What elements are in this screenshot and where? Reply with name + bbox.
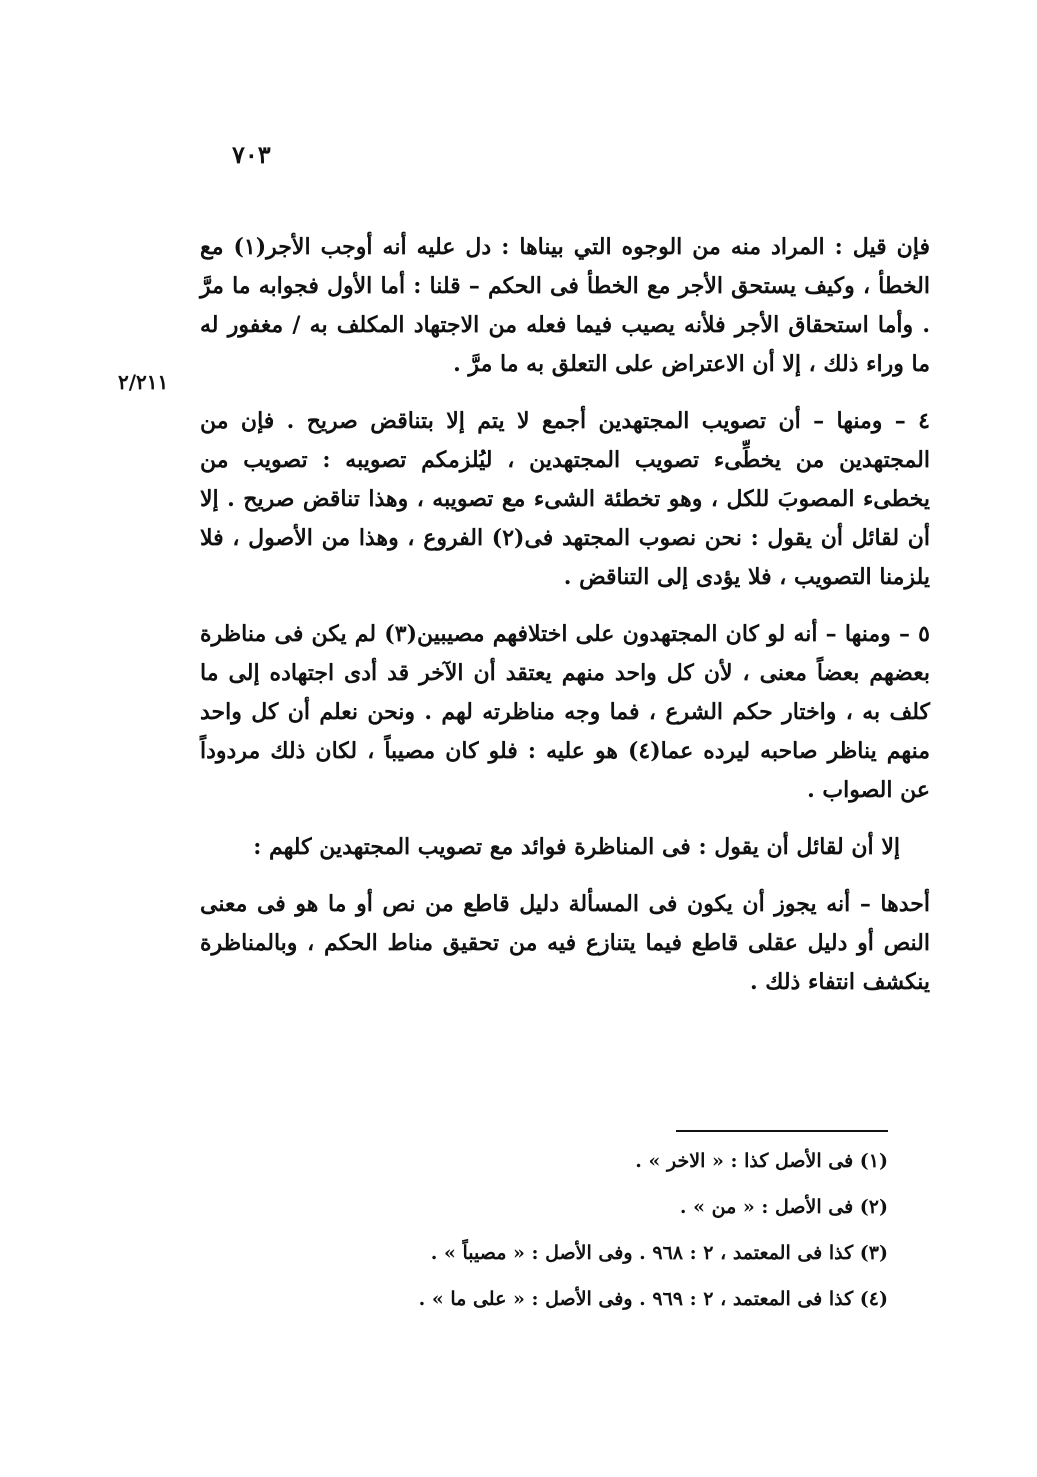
footnote-1: (١) فى الأصل كذا : « الاخر » . [635, 1150, 888, 1172]
page-number: ٧٠٣ [232, 140, 271, 169]
footnote-2: (٢) فى الأصل : « من » . [679, 1196, 888, 1218]
paragraph-rebuttal: إلا أن لقائل أن يقول : فى المناظرة فوائد مع تصويب المجتهدين كلهم : [253, 834, 900, 860]
paragraph-point-5: ٥ – ومنها – أنه لو كان المجتهدون على اختلافهم مصيبين(٣) لم يكن فى مناظرة بعضهم بعضاً معنى ، لأن كل واحد منهم يعتقد أن الآخر قد أدى اجتهاده إلى ما كلف به ، واختار حكم الشرع ، فما وجه مناظرته لهم . ونحن نعلم أن كل واحد منهم يناظر صاحبه ليرده عما(٤) هو عليه : فلو كان مصيباً ، لكان ذلك مردوداً عن الصواب . [200, 621, 930, 803]
footnote-3: (٣) كذا فى المعتمد ، ٢ : ٩٦٨ . وفى الأصل : « مصيباً » . [430, 1242, 888, 1264]
footnote-4: (٤) كذا فى المعتمد ، ٢ : ٩٦٩ . وفى الأصل : « على ما » . [418, 1288, 888, 1310]
paragraph-first-benefit: أحدها – أنه يجوز أن يكون فى المسألة دليل قاطع من نص أو ما هو فى معنى النص أو دليل عقلى قاطع فيما يتنازع فيه من تحقيق مناط الحكم ، وبالمناظرة ينكشف انتفاء ذلك . [200, 891, 930, 995]
main-text [200, 228, 930, 1020]
paragraph-point-4: ٤ – ومنها – أن تصويب المجتهدين أجمع لا يتم إلا بتناقض صريح . فإن من المجتهدين من يخطِّىء تصويب المجتهدين ، ليُلزمكم تصويبه : تصويب من يخطىء المصوبَ للكل ، وهو تخطئة الشىء مع تصويبه ، وهذا تناقض صريح . إلا أن لقائل أن يقول : نحن نصوب المجتهد فى(٢) الفروع ، وهذا من الأصول ، فلا يلزمنا التصويب ، فلا يؤدى إلى التناقض . [200, 408, 930, 590]
footnote-divider [676, 1130, 888, 1132]
margin-reference: ٢/٢١١ [118, 370, 169, 394]
paragraph-objection: فإن قيل : المراد منه من الوجوه التي بيناها : دل عليه أنه أوجب الأجر(١) مع الخطأ ، وكيف يستحق الأجر مع الخطأ فى الحكم – قلنا : أما الأول فجوابه ما مرَّ . وأما استحقاق الأجر فلأنه يصيب فيما فعله من الاجتهاد المكلف به / مغفور له ما وراء ذلك ، إلا أن الاعتراض على التعلق به ما مرَّ . [200, 234, 931, 377]
footnotes [300, 1150, 888, 1334]
